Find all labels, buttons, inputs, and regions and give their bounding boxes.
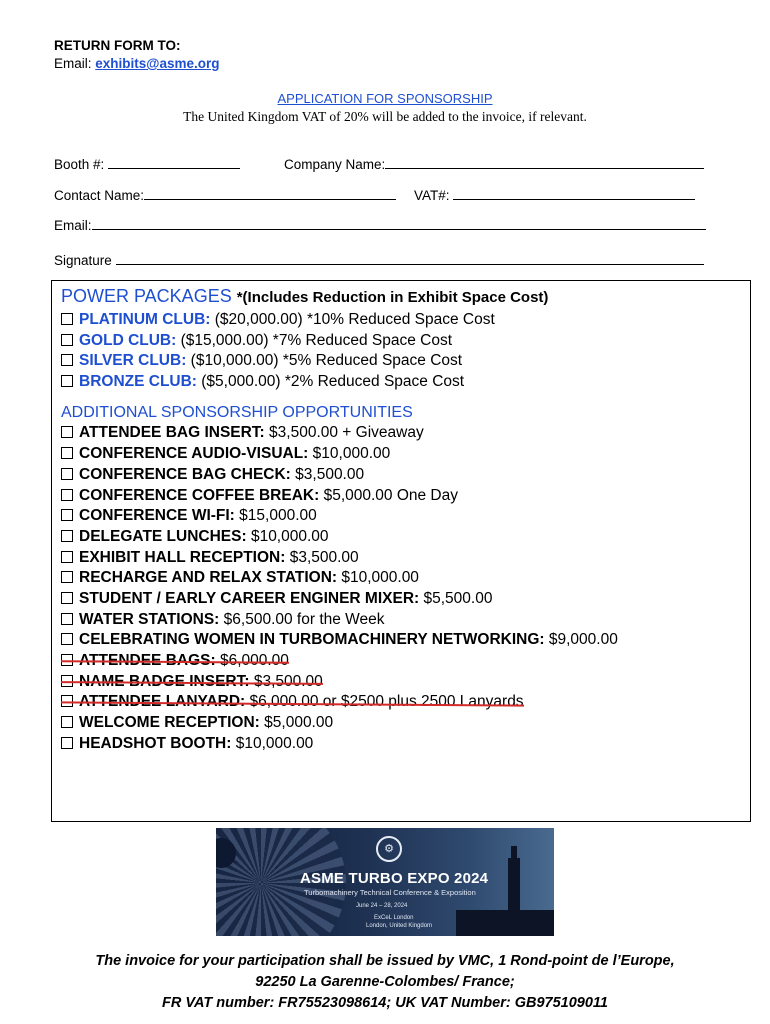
option-detail: ($10,000.00) *5% Reduced Space Cost: [186, 352, 463, 370]
big-ben-spire: [511, 846, 517, 860]
option-detail: $10,000.00: [231, 734, 314, 752]
option-detail: $5,000.00: [259, 714, 334, 732]
option-detail: ($15,000.00) *7% Reduced Space Cost: [176, 331, 453, 349]
checkbox[interactable]: [61, 375, 73, 387]
checkbox[interactable]: [61, 530, 73, 542]
option-name: RECHARGE AND RELAX STATION:: [79, 569, 338, 587]
booth-field[interactable]: [54, 156, 240, 172]
options-list: [61, 310, 618, 754]
return-block: [54, 37, 219, 73]
parliament-silhouette: [456, 910, 554, 936]
banner-venue: ExCeL London: [374, 915, 414, 921]
option-name: ATTENDEE BAG INSERT:: [79, 424, 265, 442]
option-detail: $10,000.00: [308, 445, 391, 463]
option-attendee-lanyard[interactable]: [61, 692, 618, 713]
option-women-networking[interactable]: [61, 630, 618, 651]
checkbox[interactable]: [61, 737, 73, 749]
option-name: PLATINUM CLUB:: [79, 311, 211, 328]
option-wifi[interactable]: [61, 506, 618, 527]
checkbox[interactable]: [61, 468, 73, 480]
power-packages-note: *(Includes Reduction in Exhibit Space Cost): [236, 289, 549, 306]
option-recharge-station[interactable]: [61, 568, 618, 589]
banner-title: ASME TURBO EXPO 2024: [300, 870, 489, 887]
option-name: WELCOME RECEPTION:: [79, 714, 260, 732]
option-detail: $6,000.00: [215, 652, 289, 669]
banner-dates: June 24 – 28, 2024: [356, 903, 408, 909]
struck-option: [61, 651, 289, 672]
signature-label: Signature: [54, 253, 112, 268]
event-banner: [216, 828, 554, 936]
option-name: CONFERENCE AUDIO-VISUAL:: [79, 445, 309, 463]
return-email-link[interactable]: exhibits@asme.org: [95, 56, 220, 71]
banner-location: London, United Kingdom: [366, 923, 433, 929]
vat-note: The United Kingdom VAT of 20% will be added to the invoice, if relevant.: [183, 109, 587, 124]
option-name: CONFERENCE WI-FI:: [79, 507, 235, 525]
option-detail: $5,500.00: [419, 589, 493, 607]
company-input-line[interactable]: [385, 156, 704, 169]
option-attendee-bag-insert[interactable]: [61, 423, 618, 444]
return-email-label: Email:: [54, 56, 96, 71]
checkbox[interactable]: [61, 313, 73, 325]
checkbox[interactable]: [61, 633, 73, 645]
option-attendee-bags[interactable]: [61, 651, 618, 672]
option-welcome-reception[interactable]: [61, 713, 618, 734]
option-name: CONFERENCE COFFEE BREAK:: [79, 486, 320, 504]
vat-field[interactable]: [414, 187, 695, 203]
option-audio-visual[interactable]: [61, 444, 618, 465]
option-detail: $10,000.00: [246, 527, 329, 545]
struck-option: [61, 692, 524, 713]
checkbox[interactable]: [61, 551, 73, 563]
option-name-badge-insert[interactable]: [61, 672, 618, 693]
turbine-core: [216, 838, 236, 868]
option-coffee-break[interactable]: [61, 486, 618, 507]
page-title: APPLICATION FOR SPONSORSHIP: [277, 91, 493, 106]
footer-line-2: 92250 La Garenne-Colombes/ France;: [255, 974, 515, 990]
option-delegate-lunches[interactable]: [61, 527, 618, 548]
checkbox[interactable]: [61, 613, 73, 625]
contact-label: Contact Name:: [54, 188, 145, 203]
option-detail: ($20,000.00) *10% Reduced Space Cost: [210, 311, 495, 328]
vat-label: VAT#:: [414, 188, 450, 203]
option-name: HEADSHOT BOOTH:: [79, 734, 232, 752]
company-field[interactable]: [284, 156, 704, 172]
checkbox[interactable]: [61, 509, 73, 521]
option-name: GOLD CLUB:: [79, 331, 177, 349]
checkbox[interactable]: [61, 426, 73, 438]
footer-line-3: FR VAT number: FR75523098614; UK VAT Number: GB975109011: [162, 995, 608, 1011]
option-exhibit-hall-reception[interactable]: [61, 548, 618, 569]
option-detail: $3,500.00: [285, 548, 359, 566]
checkbox[interactable]: [61, 489, 73, 501]
booth-input-line[interactable]: [108, 156, 240, 169]
asme-emblem-icon: ⚙: [376, 836, 402, 862]
footer-line-1: The invoice for your participation shall be issued by VMC, 1 Rond-point de l’Europe,: [95, 953, 675, 969]
signature-input-line[interactable]: [116, 252, 704, 265]
option-name: EXHIBIT HALL RECEPTION:: [79, 548, 286, 566]
option-name: BRONZE CLUB:: [79, 373, 197, 391]
option-bag-check[interactable]: [61, 465, 618, 486]
option-water-stations[interactable]: [61, 610, 618, 631]
contact-input-line[interactable]: [144, 187, 396, 200]
return-email-line: [54, 55, 219, 73]
option-bronze[interactable]: [61, 372, 618, 393]
option-gold[interactable]: [61, 331, 618, 352]
email-field[interactable]: [54, 217, 706, 233]
email-field-label: Email:: [54, 218, 92, 233]
option-student-mixer[interactable]: [61, 589, 618, 610]
option-detail: ($5,000.00) *2% Reduced Space Cost: [196, 373, 465, 391]
checkbox[interactable]: [61, 334, 73, 346]
contact-field[interactable]: [54, 187, 396, 203]
option-detail: $6,000.00 or $2500 plus 2500 Lanyards: [245, 693, 524, 711]
return-label: RETURN FORM TO:: [54, 38, 181, 53]
option-detail: $9,000.00: [544, 631, 618, 649]
option-name: SILVER CLUB:: [79, 352, 187, 370]
additional-heading: ADDITIONAL SPONSORSHIP OPPORTUNITIES: [61, 403, 413, 421]
checkbox[interactable]: [61, 716, 73, 728]
struck-option: [61, 672, 323, 693]
vat-input-line[interactable]: [453, 187, 695, 200]
option-headshot-booth[interactable]: [61, 734, 618, 755]
option-silver[interactable]: [61, 351, 618, 372]
option-detail: $15,000.00: [234, 507, 317, 525]
checkbox[interactable]: [61, 447, 73, 459]
option-name: STUDENT / EARLY CAREER ENGINER MIXER:: [79, 589, 420, 607]
option-name: ATTENDEE BAGS:: [79, 652, 216, 669]
option-name: CELEBRATING WOMEN IN TURBOMACHINERY NETWORKING:: [79, 631, 545, 649]
checkbox[interactable]: [61, 354, 73, 366]
option-detail: $3,500.00: [290, 465, 365, 483]
option-detail: $10,000.00: [337, 569, 419, 587]
option-name: NAME BADGE INSERT:: [79, 672, 250, 690]
option-name: WATER STATIONS:: [79, 610, 220, 628]
email-input-line[interactable]: [92, 217, 706, 230]
option-platinum[interactable]: [61, 310, 618, 331]
option-detail: $6,500.00 for the Week: [219, 610, 385, 628]
invoice-footer: [0, 951, 770, 1014]
option-detail: $5,000.00 One Day: [319, 486, 459, 504]
booth-label: Booth #:: [54, 157, 105, 172]
option-detail: $3,500.00 + Giveaway: [264, 424, 424, 442]
option-name: CONFERENCE BAG CHECK:: [79, 465, 291, 483]
power-packages-title: POWER PACKAGES: [61, 286, 232, 306]
option-name: DELEGATE LUNCHES:: [79, 527, 247, 545]
signature-field[interactable]: [54, 252, 704, 268]
option-name: ATTENDEE LANYARD:: [79, 693, 246, 711]
option-detail: $3,500.00: [249, 672, 323, 690]
power-packages-heading: [61, 286, 548, 307]
checkbox[interactable]: [61, 592, 73, 604]
banner-subtitle: Turbomachinery Technical Conference & Exposition: [304, 888, 476, 897]
checkbox[interactable]: [61, 571, 73, 583]
company-label: Company Name:: [284, 157, 386, 172]
